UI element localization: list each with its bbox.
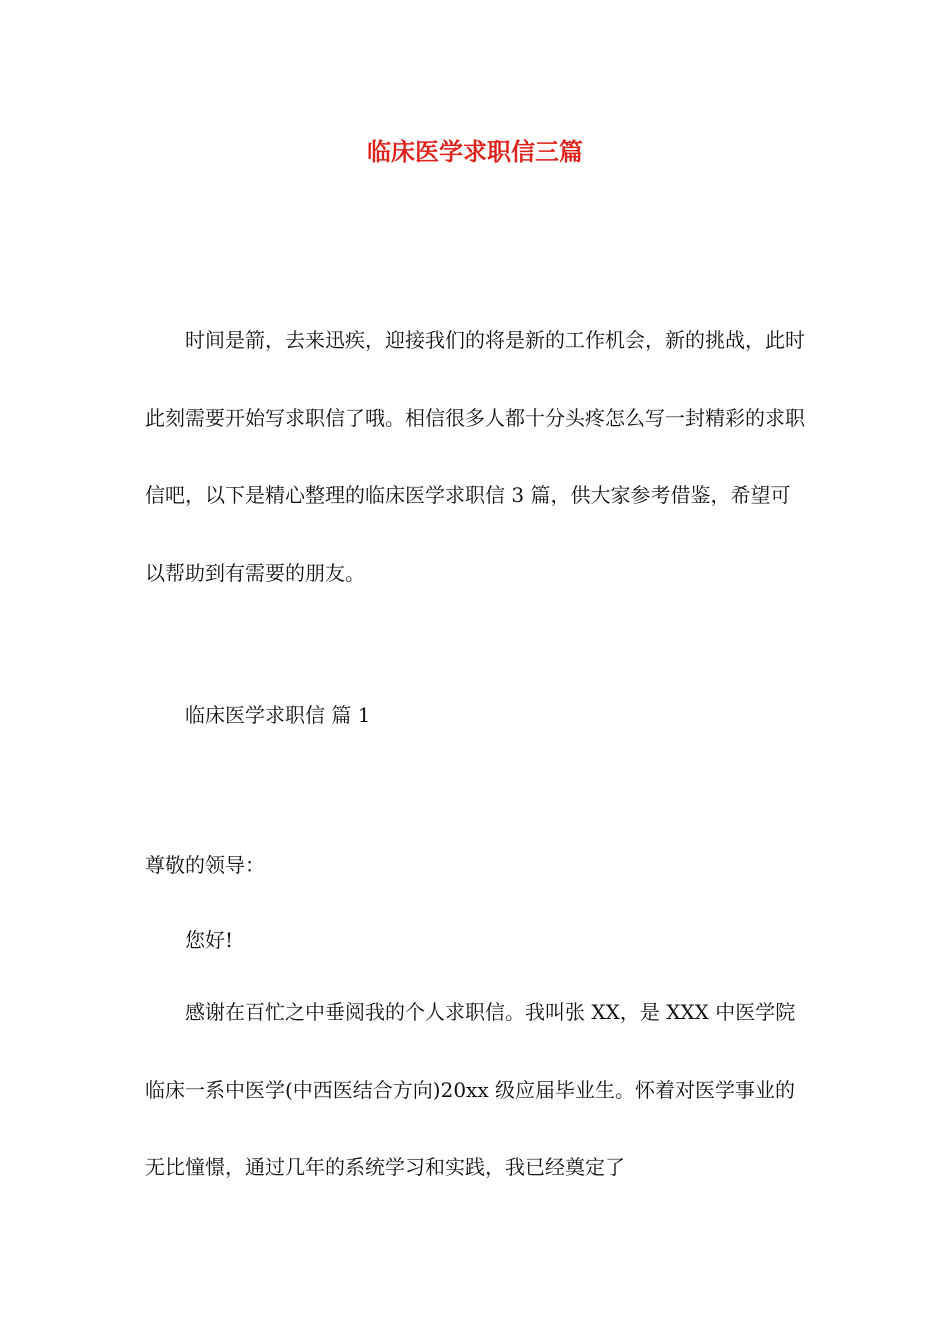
salutation: 尊敬的领导： [145,853,265,877]
body-block [145,974,810,1207]
section-heading: 临床医学求职信 篇 1 [185,703,371,727]
intro-paragraph: 时间是箭，去来迅疾，迎接我们的将是新的工作机会，新的挑战，此时此刻需要开始写求职信了哦。相信很多人都十分头疼怎么写一封精彩的求职信吧，以下是精心整理的临床医学求职信 3 篇，供大家参考借鉴，希望可以帮助到有需要的朋友。 [145,328,805,585]
body-paragraph: 感谢在百忙之中垂阅我的个人求职信。我叫张 XX，是 XXX 中医学院临床一系中医学(中西医结合方向)20xx 级应届毕业生。怀着对医学事业的无比憧憬，通过几年的系统学习和实践，我已经奠定了 [145,1000,796,1179]
intro-block [145,302,810,612]
document-title: 临床医学求职信三篇 [367,137,583,166]
greeting: 您好! [185,928,234,952]
